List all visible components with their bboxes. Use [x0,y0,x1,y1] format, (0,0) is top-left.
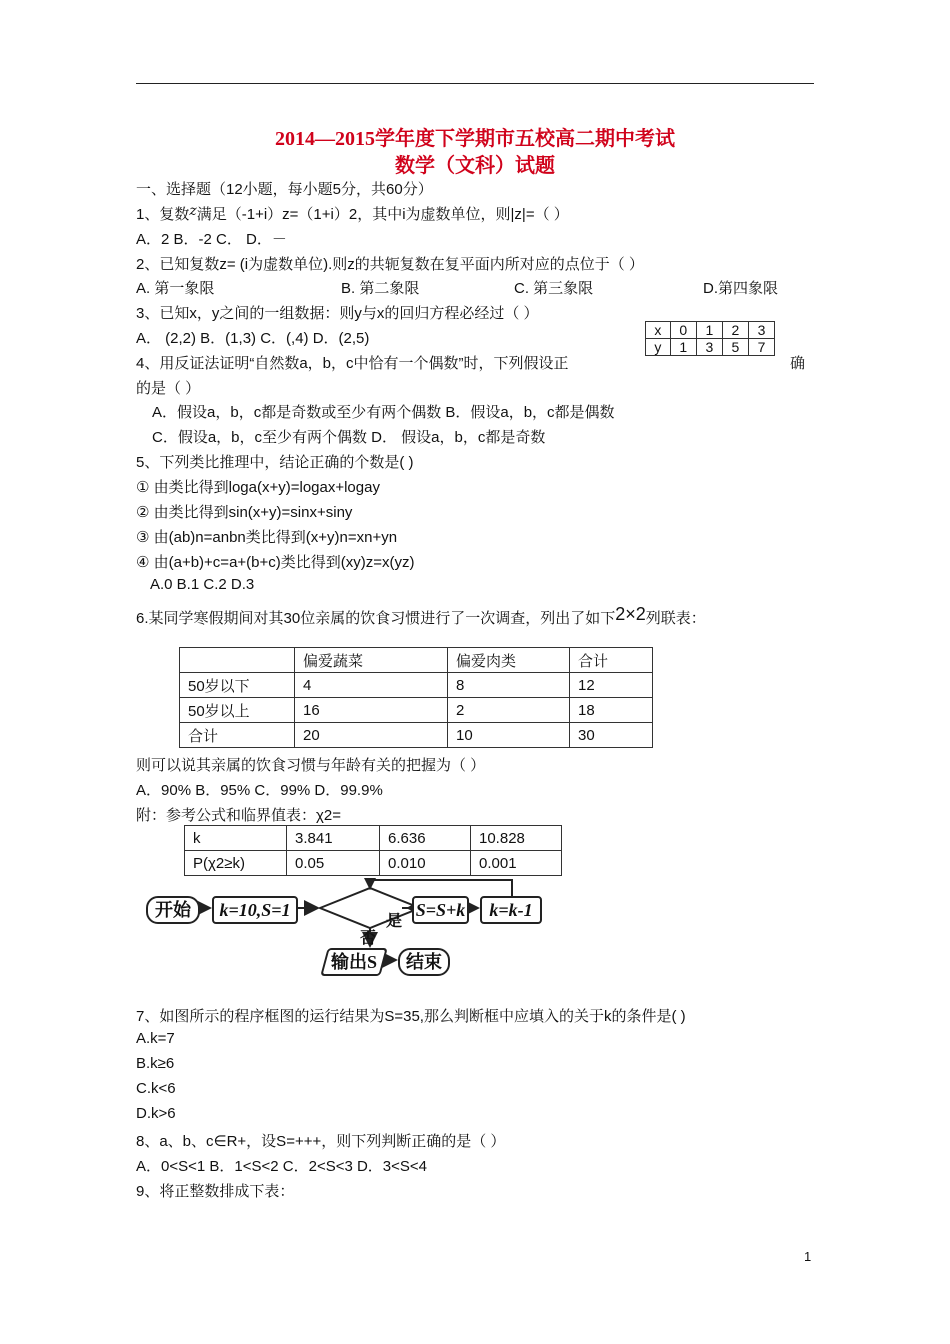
q5-options: A.0 B.1 C.2 D.3 [150,576,255,593]
z-symbol: z [189,203,197,219]
flowchart-init: k=10,S=1 [212,896,298,924]
q4-options-row1: A．假设a，b，c都是奇数或至少有两个偶数 B．假设a，b，c都是偶数 [152,404,615,421]
q6-options: A．90% B．95% C．99% D．99.9% [136,782,383,799]
two-by-two-symbol: 2×2 [615,604,646,624]
table-row: 50岁以上 16 2 18 [180,698,653,723]
header-rule [136,83,814,84]
table-row: 50岁以下 4 8 12 [180,673,653,698]
q2-option-c: C. 第三象限 [514,280,594,297]
q5-item-3: ③ 由(ab)n=anbn类比得到(x+y)n=xn+yn [136,529,398,546]
program-flowchart [140,878,570,988]
q6-critical-value-table [184,825,562,876]
q4-stem: 4、用反证法证明“自然数a，b，c中恰有一个偶数”时，下列假设正 [136,355,569,372]
q5-item-4: ④ 由(a+b)+c=a+(b+c)类比得到(xy)z=x(yz) [136,554,415,571]
page-number: 1 [804,1249,812,1264]
table-row: k 3.841 6.636 10.828 [185,826,562,851]
q9-stem: 9、将正整数排成下表： [136,1183,295,1200]
q5-item-1: ① 由类比得到loga(x+y)=logax+logay [136,479,380,496]
q2-option-d: D.第四象限 [703,280,779,297]
table-row: 合计 20 10 30 [180,723,653,748]
q4-options-row2: C．假设a，b，c至少有两个偶数 D． 假设a，b，c都是奇数 [152,429,546,446]
q1-options: A．2 B．-2 C． D．－ [136,231,287,248]
flowchart-yes-label: 是 [386,913,403,930]
q6-question: 则可以说其亲属的饮食习惯与年龄有关的把握为（ ） [136,757,486,774]
exam-title: 2014—2015学年度下学期市五校高二期中考试 [275,128,675,150]
q6-appendix: 附：参考公式和临界值表：χ2= [136,807,341,824]
q2-option-b: B. 第二象限 [341,280,420,297]
q7-stem: 7、如图所示的程序框图的运行结果为S=35,那么判断框中应填入的关于k的条件是( ) [136,1008,686,1025]
q4-stem-tail: 确 [790,355,806,372]
q8-stem: 8、a、b、c∈R+，设S=+++，则下列判断正确的是（ ） [136,1133,506,1150]
q1-stem: 1、复数z满足（-1+i）z=（1+i）2，其中i为虚数单位，则|z|=（ ） [136,203,569,223]
section-heading: 一、选择题（12小题，每小题5分，共60分） [136,181,433,198]
table-row: y 1 3 5 7 [646,339,775,356]
table-row: 偏爱蔬菜 偏爱肉类 合计 [180,648,653,673]
exam-subtitle: 数学（文科）试题 [395,155,555,177]
q2-option-a: A. 第一象限 [136,280,215,297]
q3-data-table [645,321,775,356]
flowchart-end: 结束 [398,948,450,976]
q4-stem-line2: 的是（ ） [136,380,201,397]
q7-option-c: C.k<6 [136,1080,176,1097]
q7-option-b: B.k≥6 [136,1055,175,1072]
q2-stem: 2、已知复数z= (i为虚数单位).则z的共轭复数在复平面内所对应的点位于（ ） [136,256,644,273]
q6-stem: 6.某同学寒假期间对其30位亲属的饮食习惯进行了一次调查，列出了如下2×2列联表： [136,604,706,627]
flowchart-start: 开始 [146,896,200,924]
q5-item-2: ② 由类比得到sin(x+y)=sinx+siny [136,504,353,521]
q8-options: A．0<S<1 B．1<S<2 C．2<S<3 D．3<S<4 [136,1158,428,1175]
table-row: P(χ2≥k) 0.05 0.010 0.001 [185,851,562,876]
flowchart-no-label: 否 [360,930,377,947]
q6-contingency-table [179,647,653,748]
q5-stem: 5、下列类比推理中，结论正确的个数是( ) [136,454,414,471]
table-row: x 0 1 2 3 [646,322,775,339]
flowchart-update-k: k=k-1 [480,896,542,924]
q7-option-d: D.k>6 [136,1105,176,1122]
q3-stem: 3、已知x，y之间的一组数据：则y与x的回归方程必经过（ ） [136,305,539,322]
flowchart-output: 输出S [320,948,388,976]
q3-options: A． (2,2) B．(1,3) C．(,4) D．(2,5) [136,330,370,347]
q7-option-a: A.k=7 [136,1030,175,1047]
flowchart-update-s: S=S+k [412,896,469,924]
